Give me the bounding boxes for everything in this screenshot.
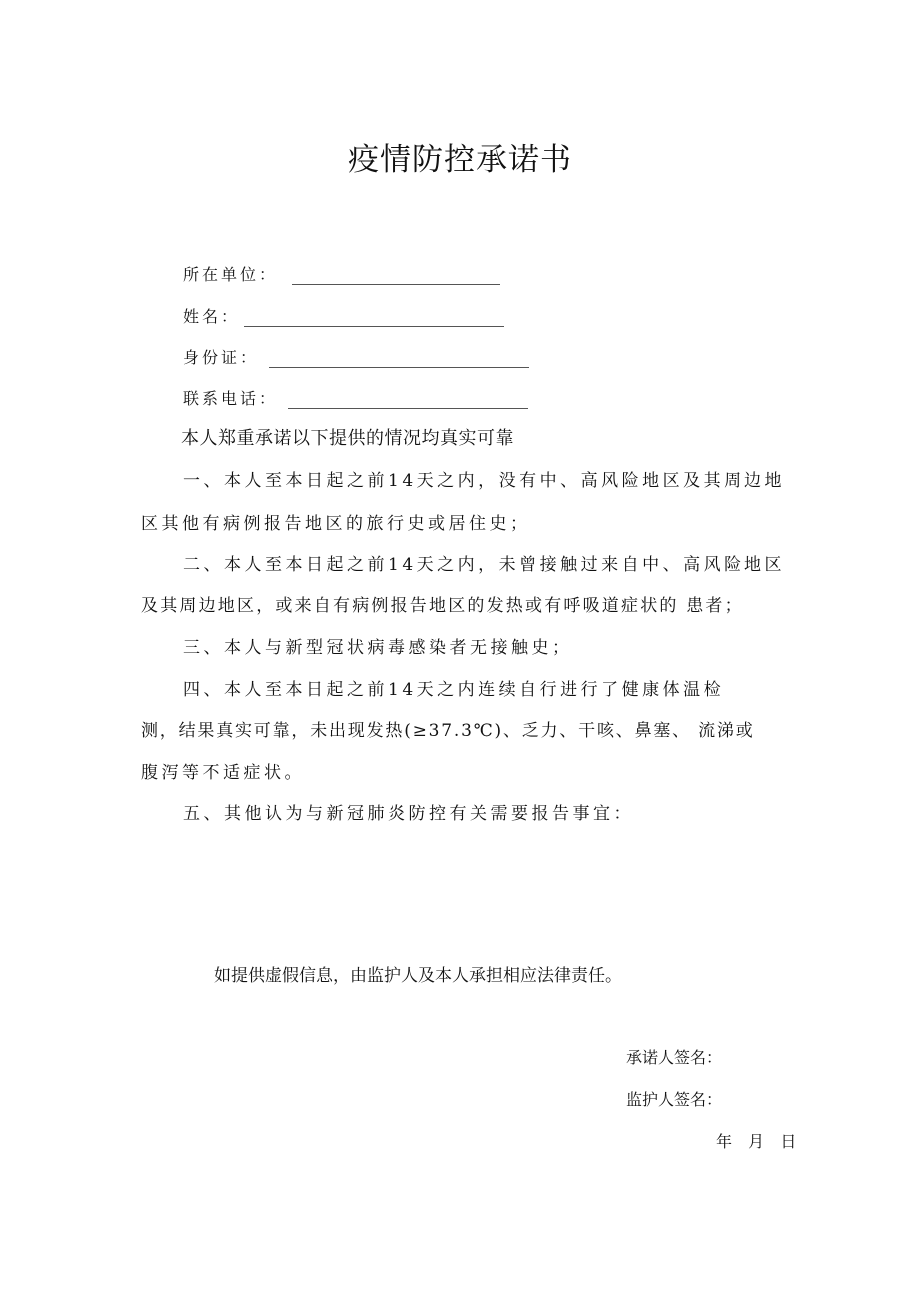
- name-input-line[interactable]: [244, 312, 504, 327]
- item2-line2: 及其周边地区，或来自有病例报告地区的发热或有呼吸道症状的 患者；: [141, 596, 744, 616]
- id-label: 身份证：: [183, 348, 260, 367]
- phone-label: 联系电话：: [183, 389, 279, 408]
- unit-label: 所在单位：: [183, 265, 279, 284]
- document-title: 疫情防控承诺书: [348, 142, 572, 178]
- item1-line2: 区其他有病例报告地区的旅行史或居住史；: [141, 514, 531, 534]
- phone-field: [183, 386, 528, 409]
- item4-line1: 四、本人至本日起之前14天之内连续自行进行了健康体温检: [183, 680, 725, 700]
- item1-line1: 一、本人至本日起之前14天之内，没有中、高风险地区及其周: [183, 471, 745, 491]
- item5: 五、其他认为与新冠肺炎防控有关需要报告事宜：: [183, 804, 634, 824]
- guardian-signature-label: 监护人签名：: [626, 1090, 723, 1109]
- item2-line1-end: 地区: [744, 555, 785, 575]
- item4-line3: 腹泻等不适症状。: [141, 763, 305, 783]
- promisor-signature-label: 承诺人签名：: [626, 1048, 723, 1067]
- id-input-line[interactable]: [269, 353, 529, 368]
- name-label: 姓名：: [183, 307, 241, 326]
- unit-field: [183, 262, 500, 285]
- item1-line1-end: 边地: [744, 471, 785, 491]
- name-field: [183, 304, 504, 327]
- item3: 三、本人与新型冠状病毒感染者无接触史；: [183, 638, 573, 658]
- date-line: 年 月 日: [716, 1132, 799, 1151]
- liability-statement: 如提供虚假信息，由监护人及本人承担相应法律责任。: [214, 966, 622, 986]
- statement: 本人郑重承诺以下提供的情况均真实可靠: [181, 428, 514, 449]
- item2-line1: 二、本人至本日起之前14天之内，未曾接触过来自中、高风险: [183, 555, 745, 575]
- phone-input-line[interactable]: [288, 394, 528, 409]
- item4-line2: 测，结果真实可靠，未出现发热(≥37.3℃)、乏力、干咳、鼻塞、 流涕或: [141, 721, 755, 741]
- id-field: [183, 345, 529, 368]
- unit-input-line[interactable]: [292, 270, 500, 285]
